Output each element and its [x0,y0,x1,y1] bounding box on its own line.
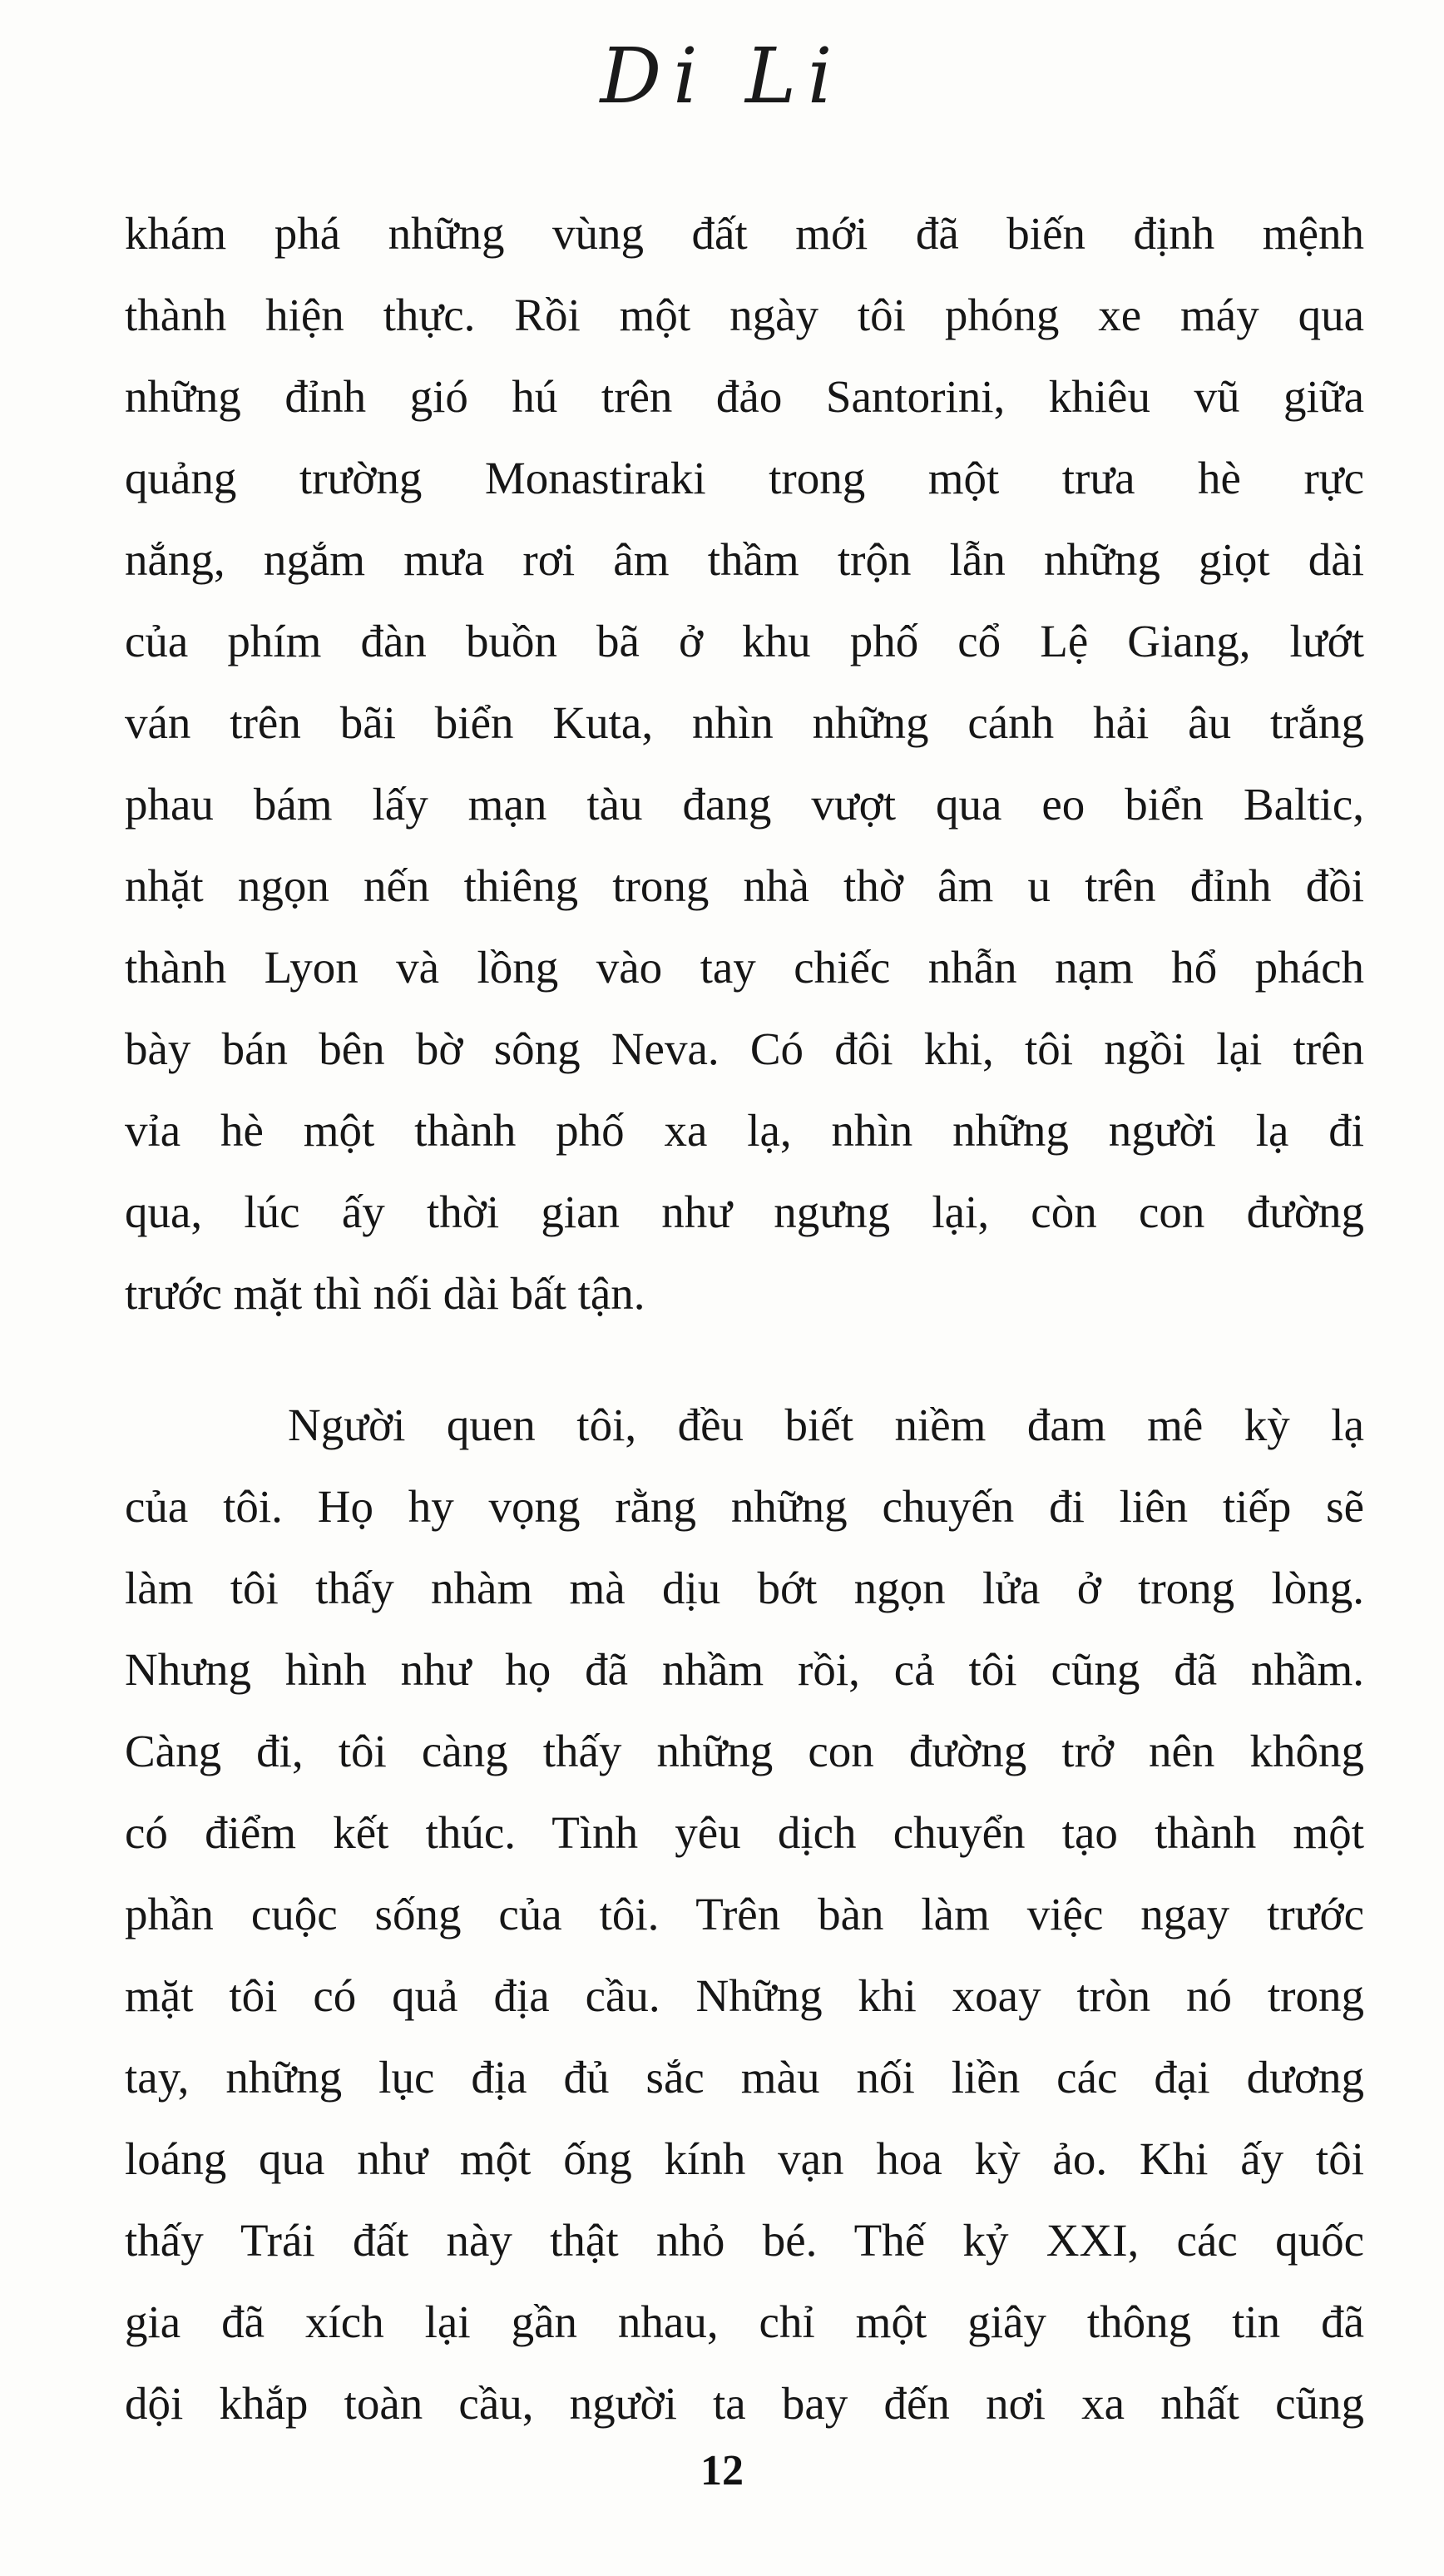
paragraph [125,1385,1364,2445]
text-line: làm tôi thấy nhàm mà dịu bớt ngọn lửa ở trong lòng. [125,1563,1364,1613]
text-line: của tôi. Họ hy vọng rằng những chuyến đi liên tiếp sẽ [125,1481,1364,1532]
text-line: khám phá những vùng đất mới đã biến định mệnh [125,208,1364,259]
text-line: Nhưng hình như họ đã nhầm rồi, cả tôi cũng đã nhầm. [125,1644,1364,1695]
text-line: Người quen tôi, đều biết niềm đam mê kỳ lạ [288,1399,1364,1450]
text-line: bày bán bên bờ sông Neva. Có đôi khi, tôi ngồi lại trên [125,1023,1364,1074]
text-line: của phím đàn buồn bã ở khu phố cổ Lệ Giang, lướt [125,616,1364,666]
paragraph [125,193,1364,1335]
paragraph-gap [125,1335,1364,1385]
text-line: phần cuộc sống của tôi. Trên bàn làm việc ngay trước [125,1889,1364,1939]
text-line: nắng, ngắm mưa rơi âm thầm trộn lẫn những giọt dài [125,534,1364,585]
text-line: trước mặt thì nối dài bất tận. [125,1268,645,1319]
text-line: loáng qua như một ống kính vạn hoa kỳ ảo. Khi ấy tôi [125,2133,1364,2184]
text-line: phau bám lấy mạn tàu đang vượt qua eo biển Baltic, [125,779,1364,830]
text-line: thành Lyon và lồng vào tay chiếc nhẫn nạm hổ phách [125,942,1364,993]
text-line: dội khắp toàn cầu, người ta bay đến nơi xa nhất cũng [125,2378,1364,2429]
text-line: qua, lúc ấy thời gian như ngưng lại, còn con đường [125,1186,1364,1237]
running-header-title: Di Li [600,32,844,121]
text-line: những đỉnh gió hú trên đảo Santorini, khiêu vũ giữa [125,371,1364,422]
text-line: tay, những lục địa đủ sắc màu nối liền các đại dương [125,2052,1364,2103]
text-line: mặt tôi có quả địa cầu. Những khi xoay tròn nó trong [125,1970,1364,2021]
page-number: 12 [700,2447,744,2494]
text-line: thấy Trái đất này thật nhỏ bé. Thế kỷ XXI, các quốc [125,2215,1364,2266]
text-line: thành hiện thực. Rồi một ngày tôi phóng xe máy qua [125,290,1364,340]
body-text [125,193,1364,2445]
text-line: ván trên bãi biển Kuta, nhìn những cánh hải âu trắng [125,697,1364,748]
text-line: quảng trường Monastiraki trong một trưa hè rực [125,453,1364,503]
text-line: có điểm kết thúc. Tình yêu dịch chuyển tạo thành một [125,1807,1364,1858]
text-line: Càng đi, tôi càng thấy những con đường trở nên không [125,1726,1364,1776]
text-line: gia đã xích lại gần nhau, chỉ một giây thông tin đã [125,2296,1364,2347]
text-line: nhặt ngọn nến thiêng trong nhà thờ âm u trên đỉnh đồi [125,860,1364,911]
text-line: vỉa hè một thành phố xa lạ, nhìn những người lạ đi [125,1105,1364,1156]
